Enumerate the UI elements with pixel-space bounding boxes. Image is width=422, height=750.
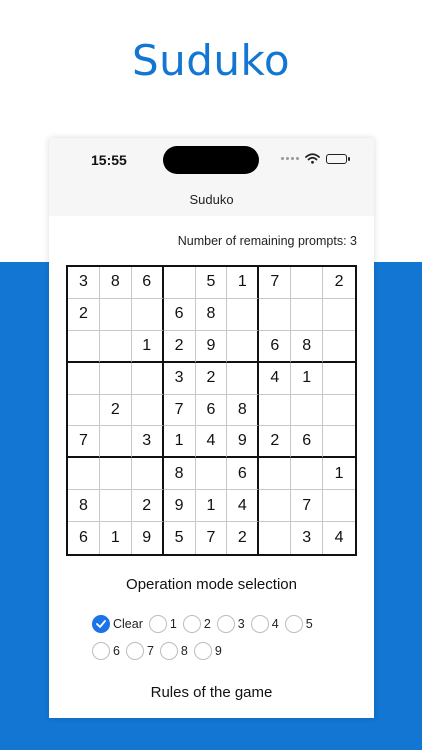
board-cell-r7c6[interactable]: 6 [227, 458, 259, 490]
board-cell-r2c9[interactable] [323, 299, 355, 331]
board-cell-r6c5[interactable]: 4 [196, 426, 228, 458]
mode-option-3[interactable] [217, 615, 245, 633]
board-cell-r5c8[interactable] [291, 395, 323, 427]
board-cell-r4c9[interactable] [323, 363, 355, 395]
sudoku-board [66, 265, 357, 556]
board-cell-r3c8[interactable]: 8 [291, 331, 323, 363]
board-cell-r6c3[interactable]: 3 [132, 426, 164, 458]
board-cell-r5c7[interactable] [259, 395, 291, 427]
radio-unchecked-icon[interactable] [194, 642, 212, 660]
remaining-prompts-text: Number of remaining prompts: 3 [177, 234, 357, 248]
board-cell-r6c4[interactable]: 1 [164, 426, 196, 458]
board-cell-r1c6[interactable]: 1 [227, 267, 259, 299]
board-cell-r9c3[interactable]: 9 [132, 522, 164, 554]
checkmark-icon [96, 620, 106, 628]
mode-option-label: 1 [169, 617, 177, 631]
board-cell-r9c1[interactable]: 6 [68, 522, 100, 554]
board-cell-r9c7[interactable] [259, 522, 291, 554]
board-cell-r4c7[interactable]: 4 [259, 363, 291, 395]
board-cell-r8c4[interactable]: 9 [164, 490, 196, 522]
radio-unchecked-icon[interactable] [217, 615, 235, 633]
board-cell-r1c2[interactable]: 8 [100, 267, 132, 299]
board-cell-r7c1[interactable] [68, 458, 100, 490]
board-cell-r3c7[interactable]: 6 [259, 331, 291, 363]
board-cell-r7c4[interactable]: 8 [164, 458, 196, 490]
board-cell-r4c3[interactable] [132, 363, 164, 395]
operation-mode-options [92, 615, 342, 660]
board-cell-r9c6[interactable]: 2 [227, 522, 259, 554]
status-bar [49, 138, 374, 216]
board-cell-r7c3[interactable] [132, 458, 164, 490]
board-cell-r7c8[interactable] [291, 458, 323, 490]
status-icons [281, 153, 347, 164]
battery-icon [326, 154, 347, 164]
board-cell-r2c5[interactable]: 8 [196, 299, 228, 331]
board-cell-r6c8[interactable]: 6 [291, 426, 323, 458]
board-cell-r1c3[interactable]: 6 [132, 267, 164, 299]
board-cell-r8c2[interactable] [100, 490, 132, 522]
board-cell-r9c5[interactable]: 7 [196, 522, 228, 554]
board-cell-r8c9[interactable] [323, 490, 355, 522]
board-cell-r7c2[interactable] [100, 458, 132, 490]
board-cell-r3c3[interactable]: 1 [132, 331, 164, 363]
board-cell-r4c8[interactable]: 1 [291, 363, 323, 395]
mode-option-label: 9 [214, 644, 222, 658]
radio-unchecked-icon[interactable] [149, 615, 167, 633]
board-cell-r5c6[interactable]: 8 [227, 395, 259, 427]
board-cell-r1c4[interactable] [164, 267, 196, 299]
mode-option-label: Clear [113, 617, 143, 631]
mode-option-2[interactable] [183, 615, 211, 633]
board-cell-r8c7[interactable] [259, 490, 291, 522]
radio-checked-icon[interactable] [92, 615, 110, 633]
board-cell-r6c2[interactable] [100, 426, 132, 458]
board-cell-r1c8[interactable] [291, 267, 323, 299]
board-cell-r1c9[interactable]: 2 [323, 267, 355, 299]
status-time: 15:55 [91, 152, 127, 168]
nav-title: Suduko [189, 192, 234, 207]
board-cell-r2c1[interactable]: 2 [68, 299, 100, 331]
board-cell-r5c9[interactable] [323, 395, 355, 427]
board-cell-r2c4[interactable]: 6 [164, 299, 196, 331]
board-cell-r4c5[interactable]: 2 [196, 363, 228, 395]
board-cell-r8c3[interactable]: 2 [132, 490, 164, 522]
radio-unchecked-icon[interactable] [160, 642, 178, 660]
board-cell-r5c5[interactable]: 6 [196, 395, 228, 427]
board-cell-r2c8[interactable] [291, 299, 323, 331]
board-cell-r3c1[interactable] [68, 331, 100, 363]
board-cell-r7c7[interactable] [259, 458, 291, 490]
board-cell-r8c8[interactable]: 7 [291, 490, 323, 522]
mode-option-6[interactable] [92, 642, 120, 660]
mode-option-label: 8 [180, 644, 188, 658]
board-cell-r6c7[interactable]: 2 [259, 426, 291, 458]
board-cell-r8c5[interactable]: 1 [196, 490, 228, 522]
radio-unchecked-icon[interactable] [126, 642, 144, 660]
mode-option-label: 7 [146, 644, 154, 658]
board-cell-r5c3[interactable] [132, 395, 164, 427]
board-cell-r2c7[interactable] [259, 299, 291, 331]
mode-option-9[interactable] [194, 642, 222, 660]
board-cell-r3c5[interactable]: 9 [196, 331, 228, 363]
board-cell-r1c7[interactable]: 7 [259, 267, 291, 299]
board-cell-r9c4[interactable]: 5 [164, 522, 196, 554]
mode-option-label: 5 [305, 617, 313, 631]
wifi-icon [305, 153, 320, 164]
board-cell-r4c6[interactable] [227, 363, 259, 395]
mode-option-1[interactable] [149, 615, 177, 633]
board-cell-r3c4[interactable]: 2 [164, 331, 196, 363]
mode-option-clear[interactable] [92, 615, 143, 633]
board-cell-r4c4[interactable]: 3 [164, 363, 196, 395]
mode-option-label: 2 [203, 617, 211, 631]
board-cell-r6c1[interactable]: 7 [68, 426, 100, 458]
mode-option-5[interactable] [285, 615, 313, 633]
operation-mode-title: Operation mode selection [126, 576, 297, 593]
radio-unchecked-icon[interactable] [285, 615, 303, 633]
dynamic-island [163, 146, 259, 174]
board-cell-r8c6[interactable]: 4 [227, 490, 259, 522]
hero-title: Suduko [131, 36, 291, 85]
mode-option-label: 3 [237, 617, 245, 631]
board-cell-r5c4[interactable]: 7 [164, 395, 196, 427]
board-cell-r2c6[interactable] [227, 299, 259, 331]
radio-unchecked-icon[interactable] [251, 615, 269, 633]
radio-unchecked-icon[interactable] [92, 642, 110, 660]
board-cell-r3c9[interactable] [323, 331, 355, 363]
mode-option-label: 4 [271, 617, 279, 631]
signal-icon [281, 157, 299, 160]
board-cell-r9c2[interactable]: 1 [100, 522, 132, 554]
board-cell-r2c2[interactable] [100, 299, 132, 331]
board-cell-r5c2[interactable]: 2 [100, 395, 132, 427]
board-cell-r4c2[interactable] [100, 363, 132, 395]
board-cell-r3c2[interactable] [100, 331, 132, 363]
board-cell-r3c6[interactable] [227, 331, 259, 363]
mode-option-4[interactable] [251, 615, 279, 633]
phone-screen [49, 138, 374, 718]
board-cell-r2c3[interactable] [132, 299, 164, 331]
board-cell-r4c1[interactable] [68, 363, 100, 395]
radio-unchecked-icon[interactable] [183, 615, 201, 633]
rules-title[interactable]: Rules of the game [150, 684, 273, 701]
board-cell-r7c5[interactable] [196, 458, 228, 490]
board-cell-r8c1[interactable]: 8 [68, 490, 100, 522]
mode-option-7[interactable] [126, 642, 154, 660]
board-cell-r9c8[interactable]: 3 [291, 522, 323, 554]
board-cell-r1c5[interactable]: 5 [196, 267, 228, 299]
mode-option-8[interactable] [160, 642, 188, 660]
board-cell-r7c9[interactable]: 1 [323, 458, 355, 490]
board-cell-r9c9[interactable]: 4 [334, 529, 344, 547]
mode-option-label: 6 [113, 644, 120, 658]
board-cell-r6c6[interactable]: 9 [227, 426, 259, 458]
board-cell-r5c1[interactable] [68, 395, 100, 427]
board-cell-r6c9[interactable] [323, 426, 355, 458]
board-cell-r1c1[interactable]: 3 [68, 267, 100, 299]
